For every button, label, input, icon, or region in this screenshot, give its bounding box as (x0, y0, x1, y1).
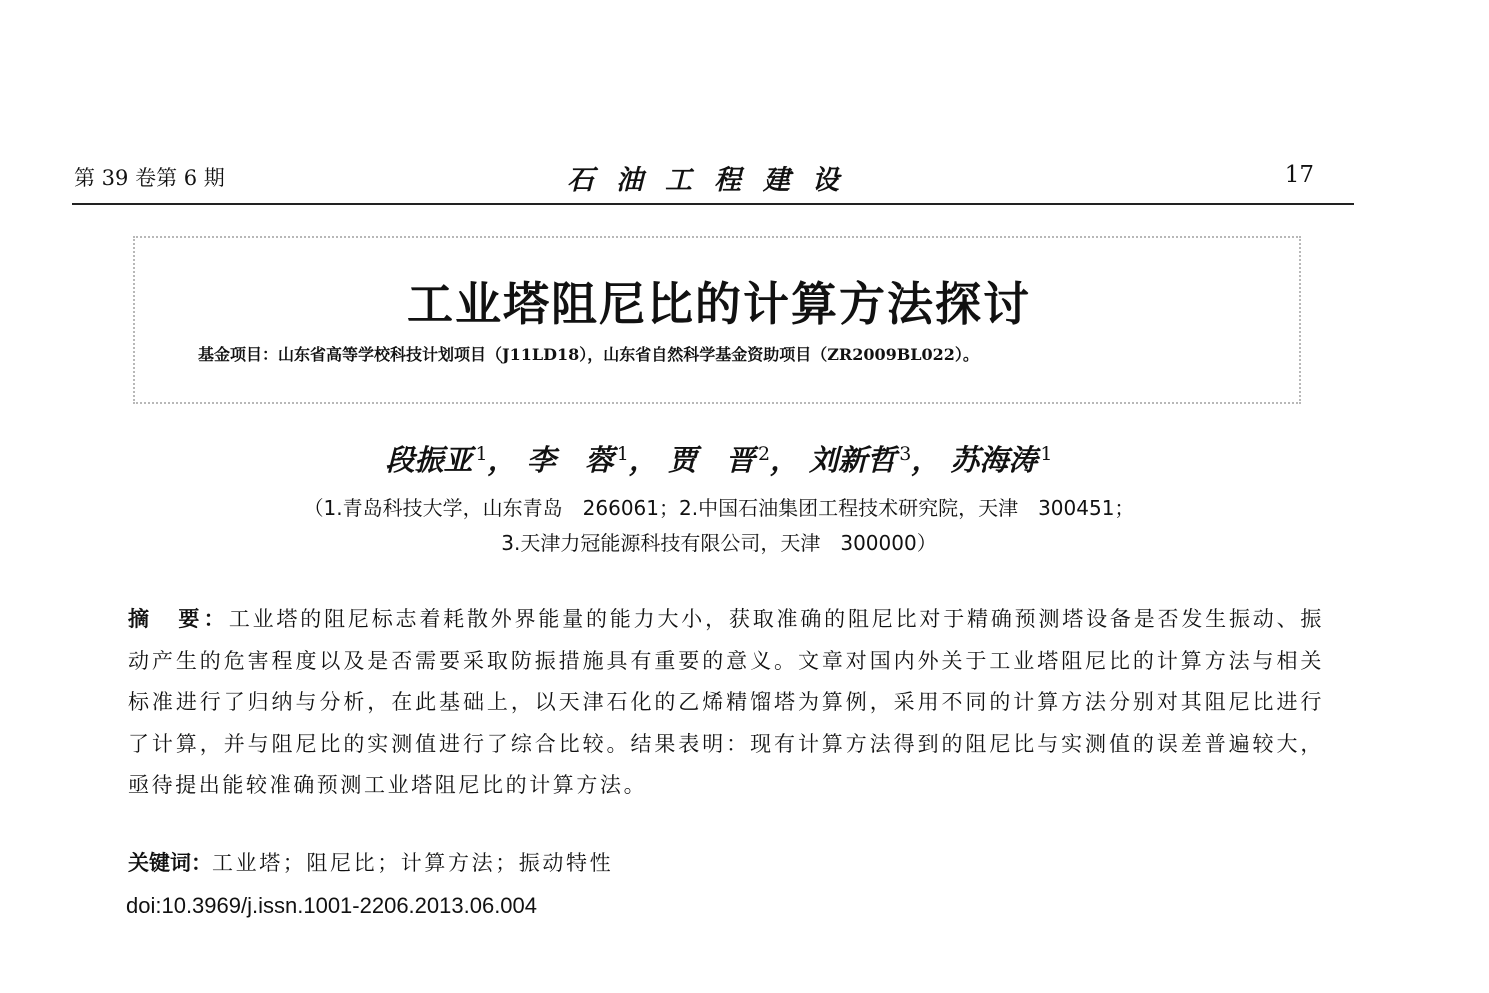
doi: doi:10.3969/j.issn.1001-2206.2013.06.004 (126, 893, 538, 918)
author-separator: ， (628, 443, 658, 477)
running-header (74, 160, 1354, 196)
page-number: 17 (1284, 162, 1314, 188)
author-name: 李 蓉 (526, 443, 614, 477)
paper-title: 工业塔阻尼比的计算方法探讨 (407, 277, 1031, 331)
header-rule (72, 203, 1354, 205)
keywords-text: 工业塔；阻尼比；计算方法；振动特性 (212, 851, 614, 875)
author-name: 苏海涛 (950, 443, 1038, 477)
affiliation-line-1: （1.青岛科技大学，山东青岛 266061；2.中国石油集团工程技术研究院，天津 300451； (303, 496, 1135, 520)
author-separator: ， (770, 443, 800, 477)
author-affiliation-mark: 2 (757, 443, 771, 465)
journal-name: 石油工程建设 (567, 165, 861, 196)
author-separator: ， (911, 443, 941, 477)
author-name: 刘新哲 (809, 443, 897, 477)
abstract-label: 摘 要： (128, 606, 229, 631)
author-affiliation-mark: 1 (1040, 443, 1053, 465)
abstract (128, 598, 1324, 807)
abstract-text: 工业塔的阻尼标志着耗散外界能量的能力大小，获取准确的阻尼比对于精确预测塔设备是否发生振动、振动产生的危害程度以及是否需要采取防振措施具有重要的意义。文章对国内外关于工业塔阻尼比的计算方法与相关标准进行了归纳与分析，在此基础上，以天津石化的乙烯精馏塔为算例，采用不同的计算方法分别对其阻尼比进行了计算，并与阻尼比的实测值进行了综合比较。结果表明：现有计算方法得到的阻尼比与实测值的误差普遍较大，亟待提出能较准确预测工业塔阻尼比的计算方法。 (128, 607, 1324, 797)
author-affiliation-mark: 1 (616, 443, 629, 465)
volume-issue: 第 39 卷第 6 期 (74, 166, 225, 190)
author-separator: ， (487, 443, 517, 477)
author-affiliation-mark: 3 (899, 443, 912, 465)
author-name: 段振亚 (385, 443, 473, 477)
author-list (0, 438, 1438, 479)
author-name: 贾 晋 (667, 443, 755, 477)
keywords-label: 关键词： (128, 851, 212, 875)
keywords (128, 847, 613, 877)
fund-note: 基金项目：山东省高等学校科技计划项目（J11LD18），山东省自然科学基金资助项目（ZR2009BL022）。 (198, 345, 979, 364)
author-affiliation-mark: 1 (475, 443, 488, 465)
affiliation-line-2: 3.天津力冠能源科技有限公司，天津 300000） (501, 531, 937, 555)
